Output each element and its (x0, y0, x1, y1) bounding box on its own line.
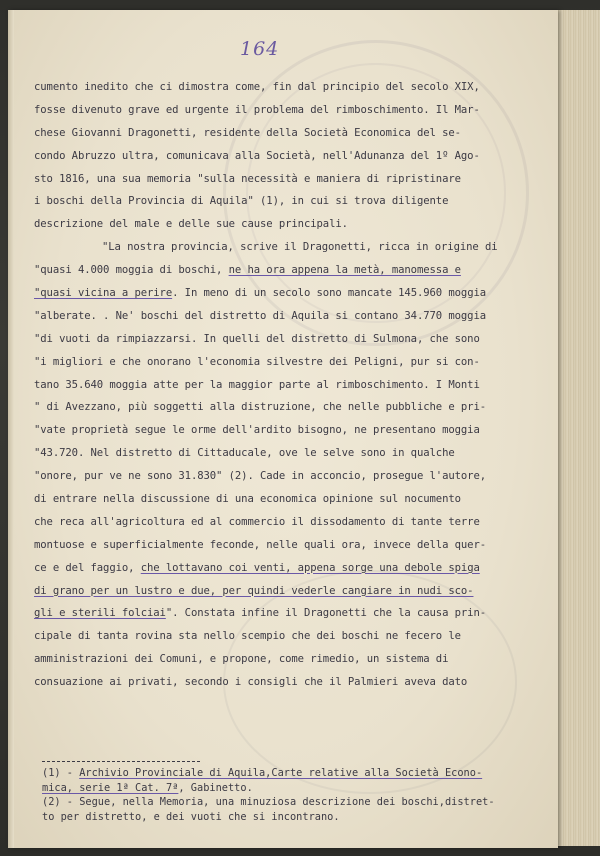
text-line (34, 76, 549, 99)
text-segment: cumento inedito che ci dimostra come, fin dal principio del secolo XIX, (34, 81, 480, 93)
footnote-line (42, 781, 547, 796)
text-segment: montuose e superficialmente feconde, nelle quali ora, invece della quer- (34, 538, 487, 551)
underlined-text: "quasi vicina a perire (34, 287, 173, 300)
text-segment: "vate proprietà segue le orme dell'ardito bisogno, ne presentano moggia (34, 424, 480, 437)
text-segment: ce e del faggio, (34, 561, 141, 574)
text-line (34, 625, 549, 648)
footnotes (42, 766, 547, 824)
text-segment: "quasi 4.000 moggia di boschi, (34, 264, 229, 277)
text-segment: . In meno di un secolo sono mancate 145.960 moggia (172, 287, 487, 300)
text-segment: di entrare nella discussione di una economica opinione sul nocumento (34, 493, 461, 506)
text-segment: fosse divenuto grave ed urgente il problema del rimboschimento. Il Mar- (34, 103, 480, 116)
text-line (34, 236, 549, 259)
page-number: 164 (240, 38, 280, 60)
text-line (34, 534, 549, 557)
book-page-edges (553, 10, 600, 846)
text-line (34, 648, 549, 671)
body-text (34, 76, 549, 694)
text-segment: sto 1816, una sua memoria "sulla necessità e maniera di ripristinare (34, 172, 461, 185)
text-segment: " di Avezzano, più soggetti alla distruzione, che nelle pubbliche e pri- (34, 401, 487, 414)
underlined-text: Archivio Provinciale di Aquila,Carte relative alla Società Econo- (79, 767, 483, 779)
text-line (34, 602, 549, 625)
text-segment: che reca all'agricoltura ed al commercio il dissodamento di tante terre (34, 515, 480, 528)
text-segment: i boschi della Provincia di Aquila" (1), in cui si trova diligente (34, 195, 449, 208)
text-line (34, 419, 549, 442)
text-line (34, 305, 549, 328)
text-segment: (2) - Segue, nella Memoria, una minuziosa descrizione dei boschi,distret- (42, 796, 495, 808)
underlined-text: gli e sterili folciai (34, 607, 166, 620)
text-line (34, 190, 549, 213)
text-line (34, 442, 549, 465)
document-page (8, 10, 558, 848)
underlined-text: ne ha ora appena la metà, manomessa e (228, 264, 461, 277)
footnote-line (42, 810, 547, 825)
footnote-line (42, 795, 547, 810)
text-segment: "43.720. Nel distretto di Cittaducale, ove le selve sono in qualche (34, 447, 455, 460)
text-line (34, 465, 549, 488)
text-line (34, 511, 549, 534)
footnote-separator (42, 761, 200, 762)
underlined-text: di grano per un lustro e due, per quindi vederle cangiare in nudi sco- (34, 584, 474, 597)
text-segment: "La nostra provincia, scrive il Dragonetti, ricca in origine di (102, 241, 498, 254)
text-segment: , Gabinetto. (178, 781, 253, 794)
text-line (34, 328, 549, 351)
text-segment: cipale di tanta rovina sta nello scempio che dei boschi ne fecero le (34, 630, 461, 643)
text-line (34, 168, 549, 191)
text-line (34, 282, 549, 305)
text-segment: (1) - (42, 767, 80, 779)
page-gutter (8, 10, 14, 848)
text-line (34, 396, 549, 419)
text-line (34, 213, 549, 236)
text-segment: consuazione ai privati, secondo i consigli che il Palmieri aveva dato (34, 676, 468, 689)
text-segment: ". Constata infine il Dragonetti che la causa prin- (165, 607, 487, 620)
text-line (34, 580, 549, 603)
text-segment: chese Giovanni Dragonetti, residente della Società Economica del se- (34, 126, 461, 139)
text-segment: amministrazioni dei Comuni, e propone, come rimedio, un sistema di (34, 653, 449, 666)
text-line (34, 557, 549, 580)
footnote-line (42, 766, 547, 781)
text-segment: "alberate. . Ne' boschi del distretto di Aquila si contano 34.770 moggia (34, 309, 487, 322)
text-line (34, 99, 549, 122)
text-segment: descrizione del male e delle sue cause principali. (34, 218, 348, 231)
text-line (34, 145, 549, 168)
text-line (34, 122, 549, 145)
text-segment: "onore, pur ve ne sono 31.830" (2). Cade in acconcio, prosegue l'autore, (34, 470, 487, 483)
text-line (34, 488, 549, 511)
text-segment: "i migliori e che onorano l'economia silvestre dei Peligni, pur si con- (34, 355, 480, 368)
text-segment: condo Abruzzo ultra, comunicava alla Società, nell'Adunanza del 1º Ago- (34, 149, 480, 162)
text-line (34, 374, 549, 397)
text-line (34, 671, 549, 694)
text-segment: "di vuoti da rimpiazzarsi. In quelli del distretto di Sulmona, che sono (34, 332, 480, 345)
text-line (34, 259, 549, 282)
underlined-text: mica, serie 1ª Cat. 7ª (42, 781, 179, 794)
text-segment: tano 35.640 moggia atte per la maggior parte al rimboschimento. I Monti (34, 378, 480, 391)
text-segment: to per distretto, e dei vuoti che si incontrano. (42, 810, 340, 823)
text-line (34, 351, 549, 374)
underlined-text: che lottavano coi venti, appena sorge una debole spiga (140, 561, 480, 574)
